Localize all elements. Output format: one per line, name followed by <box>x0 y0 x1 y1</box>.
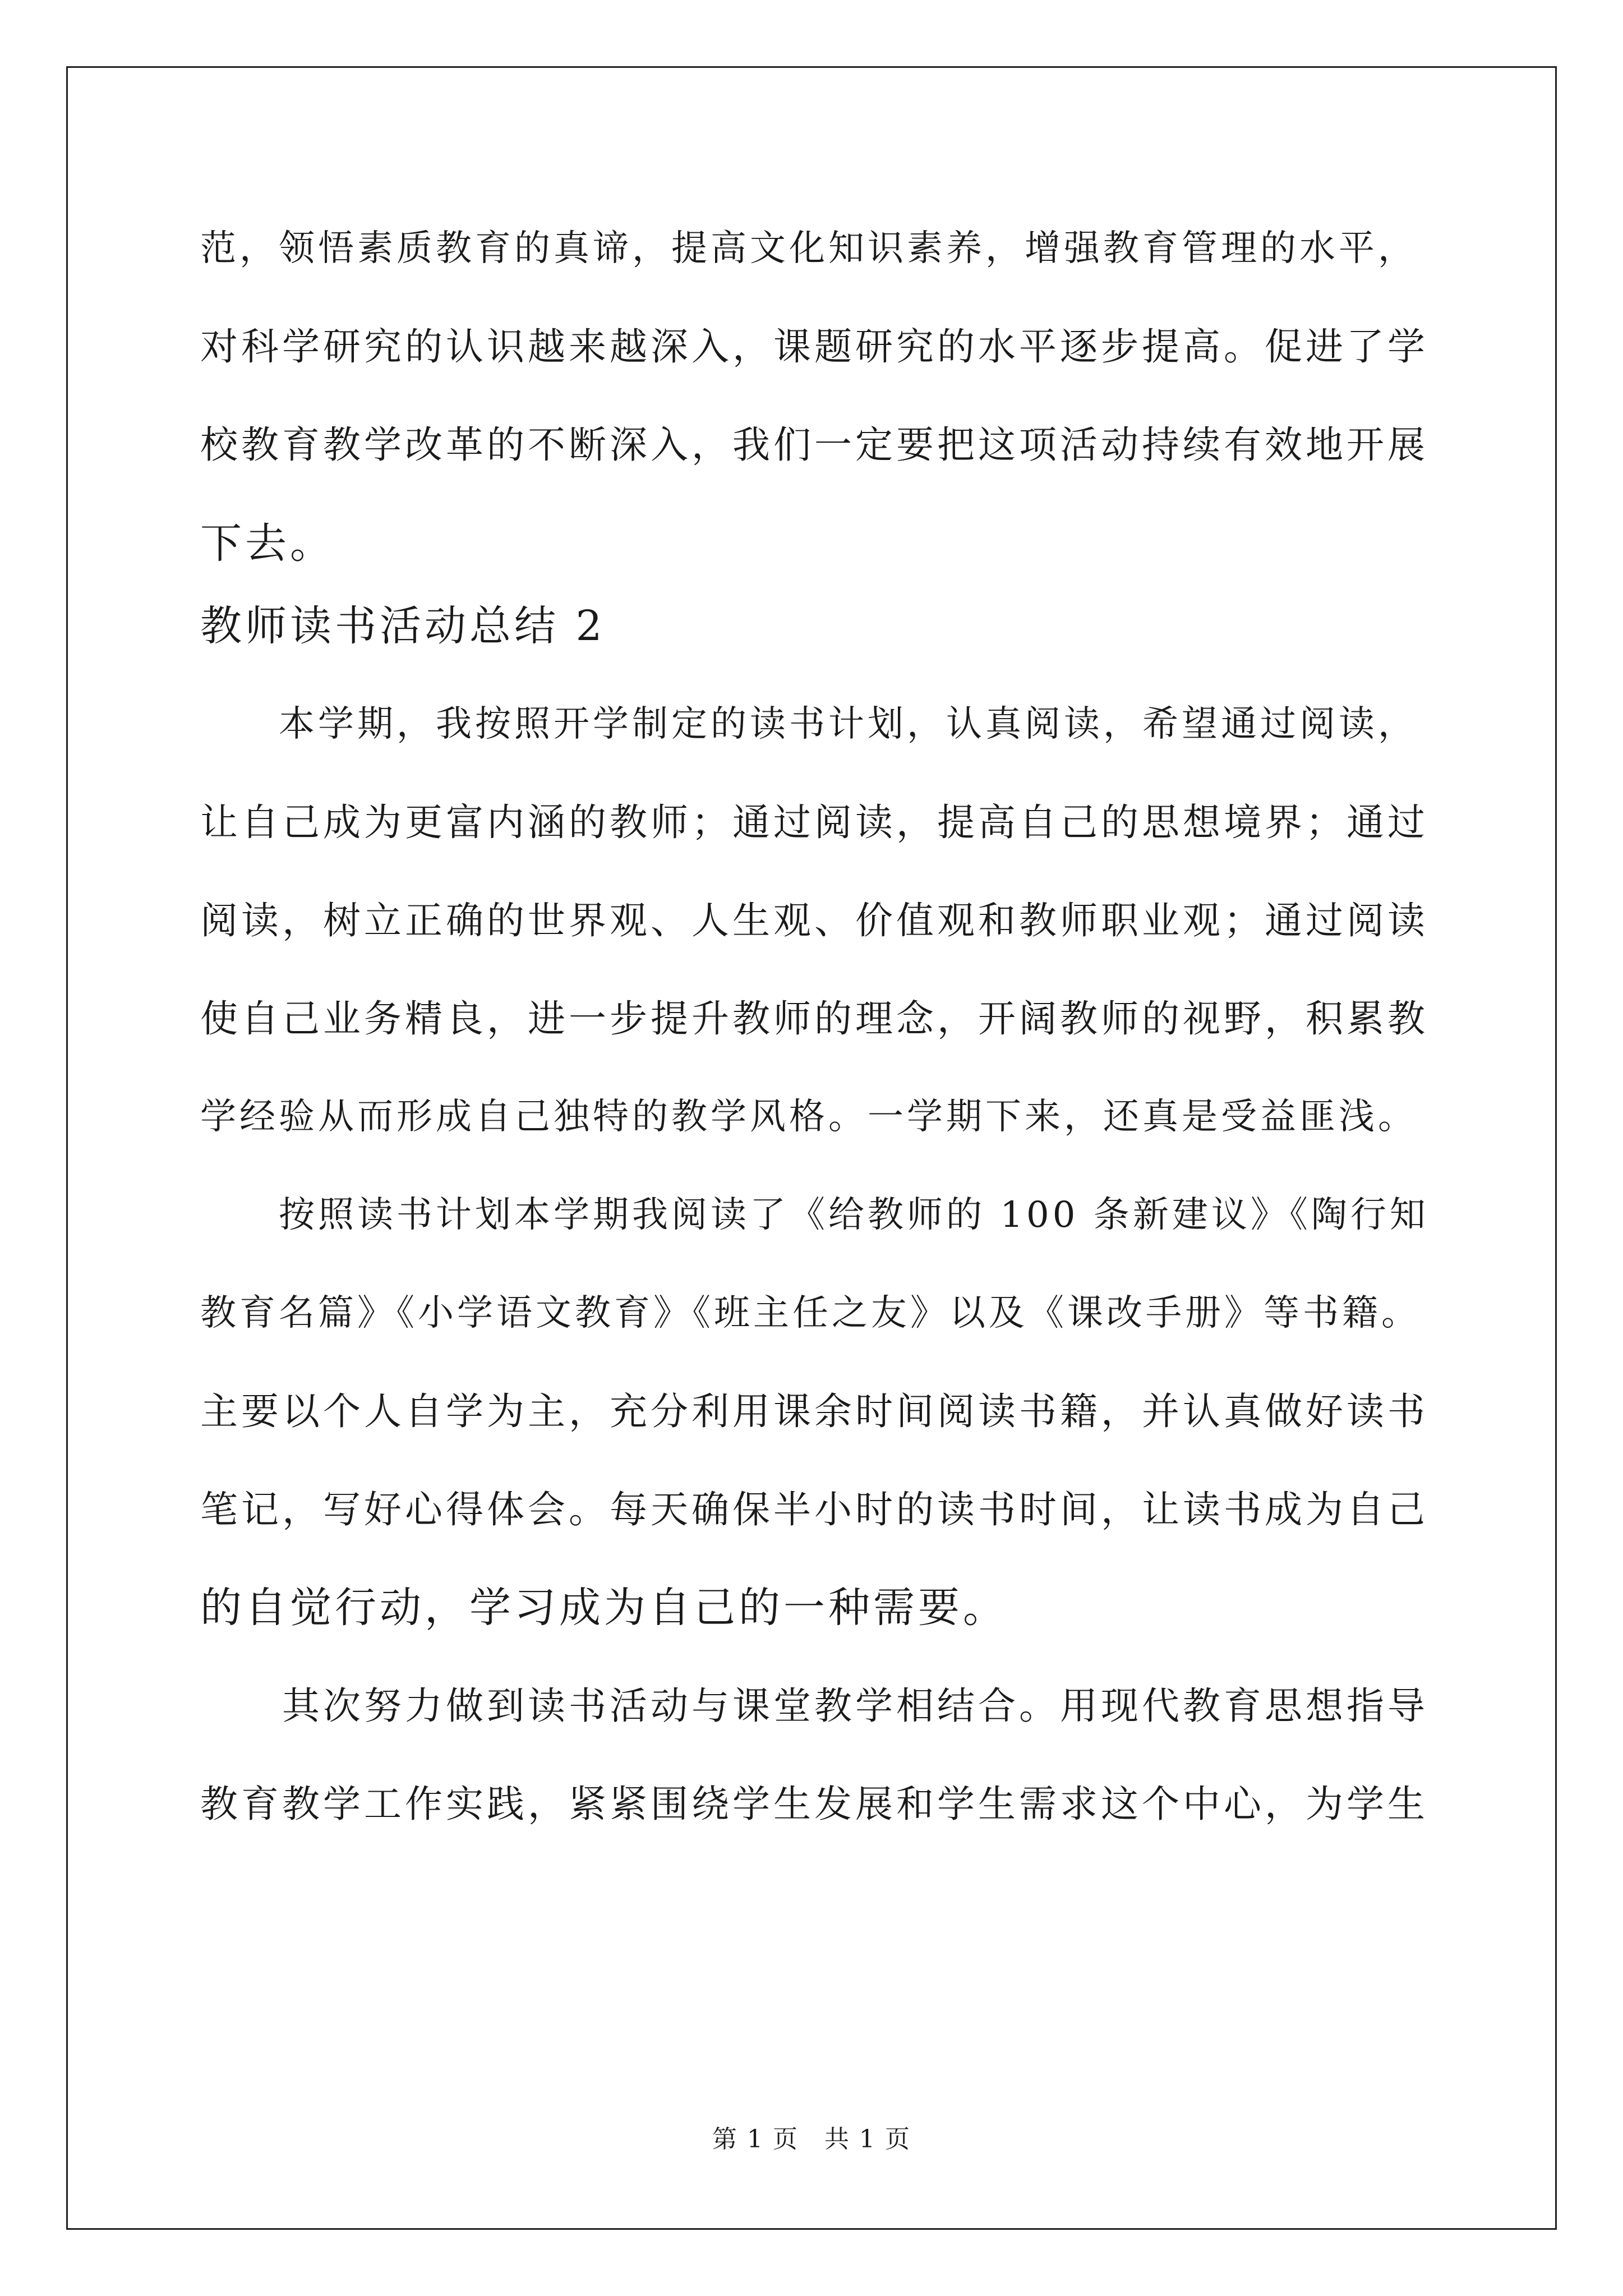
text-line: 笔记，写好心得体会。每天确保半小时的读书时间，让读书成为自己 <box>200 1488 1428 1531</box>
text-line: 让自己成为更富内涵的教师；通过阅读，提高自己的思想境界；通过 <box>200 800 1428 844</box>
text-line: 教育名篇》《小学语文教育》《班主任之友》以及《课改手册》等书籍。 <box>200 1292 1421 1334</box>
text-line: 范，领悟素质教育的真谛，提高文化知识素养，增强教育管理的水平， <box>200 228 1417 269</box>
text-line: 其次努力做到读书活动与课堂教学相结合。用现代教育思想指导 <box>200 1684 1428 1728</box>
text-line: 下去。 <box>200 519 335 568</box>
text-line: 学经验从而形成自己独特的教学风格。一学期下来，还真是受益匪浅。 <box>200 1096 1417 1138</box>
text-line: 阅读，树立正确的世界观、人生观、价值观和教师职业观；通过阅读 <box>200 899 1428 942</box>
text-line: 按照读书计划本学期我阅读了《给教师的 100 条新建议》《陶行知 <box>200 1194 1429 1236</box>
text-line: 本学期，我按照开学制定的读书计划，认真阅读，希望通过阅读， <box>200 703 1417 745</box>
section-heading: 教师读书活动总结 2 <box>200 602 606 650</box>
text-line: 教育教学工作实践，紧紧围绕学生发展和学生需求这个中心，为学生 <box>200 1782 1428 1826</box>
text-line: 主要以个人自学为主，充分利用课余时间阅读书籍，并认真做好读书 <box>200 1389 1428 1433</box>
text-line: 校教育教学改革的不断深入，我们一定要把这项活动持续有效地开展 <box>200 423 1428 467</box>
text-line: 使自己业务精良，进一步提升教师的理念，开阔教师的视野，积累教 <box>200 997 1428 1041</box>
text-line: 的自觉行动，学习成为自己的一种需要。 <box>200 1584 1008 1632</box>
page-number-footer: 第 1 页 共 1 页 <box>712 2125 911 2154</box>
text-line: 对科学研究的认识越来越深入，课题研究的水平逐步提高。促进了学 <box>200 325 1428 369</box>
